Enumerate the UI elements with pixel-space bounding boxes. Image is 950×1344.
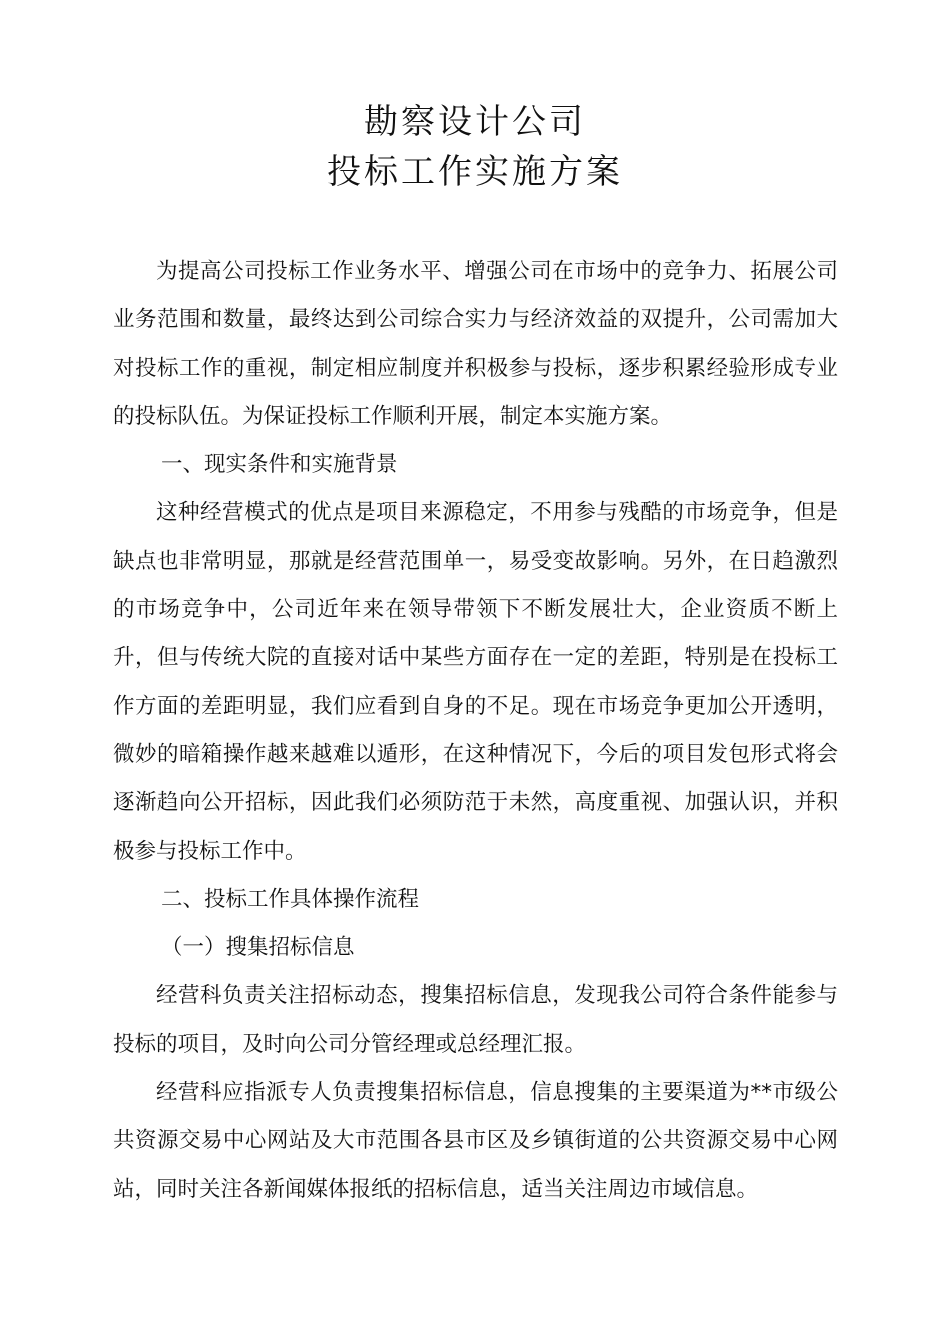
section-1-paragraph: 这种经营模式的优点是项目来源稳定，不用参与残酷的市场竞争，但是缺点也非常明显，那就是经营范围单一，易受变故影响。另外，在日趋激烈的市场竞争中，公司近年来在领导带领下不断发展壮大，企业资质不断上升，但与传统大院的直接对话中某些方面存在一定的差距，特别是在投标工作方面的差距明显，我们应看到自身的不足。现在市场竞争更加公开透明，微妙的暗箱操作越来越难以遁形，在这种情况下，今后的项目发包形式将会逐渐趋向公开招标，因此我们必须防范于未然，高度重视、加强认识，并积极参与投标工作中。: [113, 500, 838, 864]
section-1-heading: 一、现实条件和实施背景: [161, 452, 398, 478]
document-title-company: 勘察设计公司: [364, 102, 586, 142]
paragraph-info-collection: 经营科负责关注招标动态，搜集招标信息，发现我公司符合条件能参与投标的项目，及时向公司分管经理或总经理汇报。: [113, 983, 838, 1057]
intro-paragraph: 为提高公司投标工作业务水平、增强公司在市场中的竞争力、拓展公司业务范围和数量，最终达到公司综合实力与经济效益的双提升，公司需加大对投标工作的重视，制定相应制度并积极参与投标，逐步积累经验形成专业的投标队伍。为保证投标工作顺利开展，制定本实施方案。: [113, 259, 838, 429]
section-2-heading: 二、投标工作具体操作流程: [161, 886, 420, 912]
paragraph-info-channels: 经营科应指派专人负责搜集招标信息，信息搜集的主要渠道为**市级公共资源交易中心网站及大市范围各县市区及乡镇街道的公共资源交易中心网站，同时关注各新闻媒体报纸的招标信息，适当关注周边市域信息。: [113, 1080, 838, 1202]
document-title-plan: 投标工作实施方案: [327, 152, 623, 192]
document-body: [113, 248, 838, 1214]
section-2-subheading-1: （一）搜集招标信息: [161, 935, 355, 961]
